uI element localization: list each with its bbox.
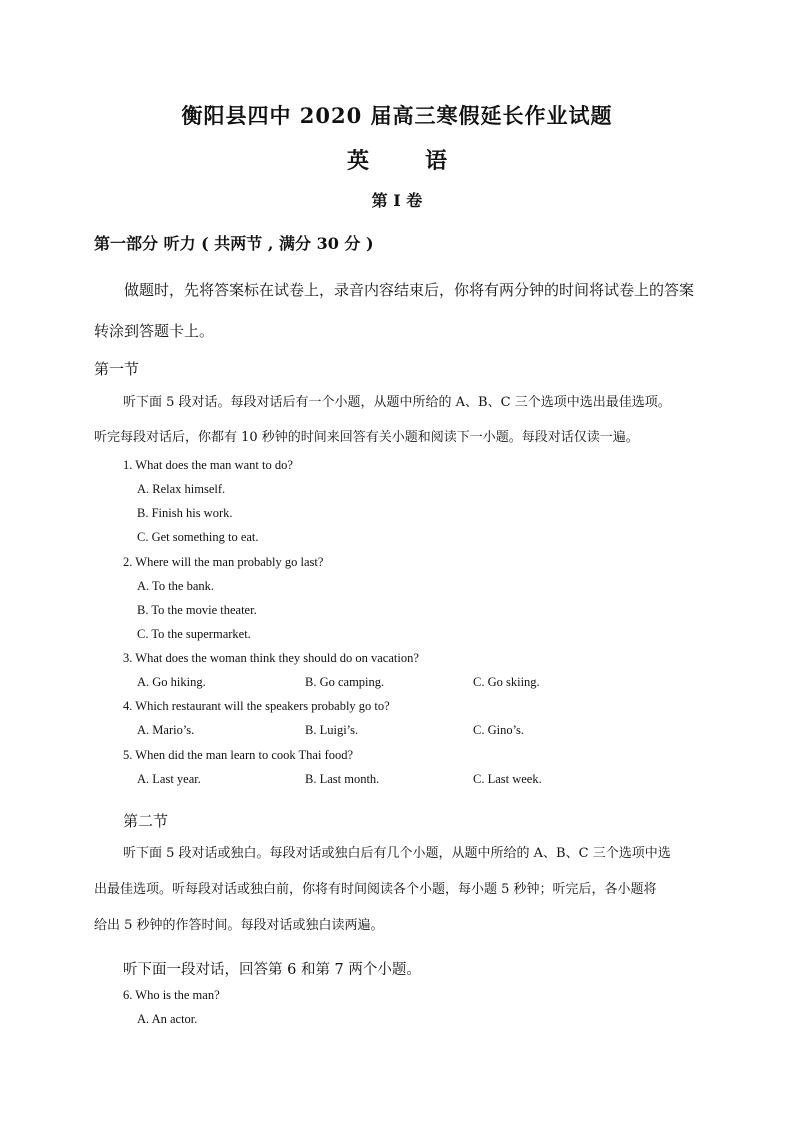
question-3-stem: 3. What does the woman think they should do on vacation? bbox=[123, 651, 419, 665]
dialogue-prompt: 听下面一段对话，回答第 6 和第 7 两个小题。 bbox=[123, 962, 421, 978]
section2-heading: 第二节 bbox=[123, 812, 169, 830]
subject-char-1: 英 bbox=[346, 148, 369, 174]
question-2-option-a: A. To the bank. bbox=[137, 579, 215, 593]
question-5-option-a: A. Last year. bbox=[137, 772, 201, 786]
question-4-option-b: B. Luigi’s. bbox=[305, 723, 359, 737]
question-5-option-c: C. Last week. bbox=[473, 772, 542, 786]
question-5-option-b: B. Last month. bbox=[305, 772, 380, 786]
question-3-option-c: C. Go skiing. bbox=[473, 675, 540, 689]
section2-instructions-line1: 听下面 5 段对话或独白。每段对话或独白后有几个小题，从题中所给的 A、B、C 三个选项中选 bbox=[123, 846, 671, 861]
section1-instructions-line2: 听完每段对话后，你都有 10 秒钟的时间来回答有关小题和阅读下一小题。每段对话仅读一遍。 bbox=[94, 430, 639, 445]
section2-instructions-line3: 给出 5 秒钟的作答时间。每段对话或独白读两遍。 bbox=[94, 918, 384, 933]
question-3-option-a: A. Go hiking. bbox=[137, 675, 206, 689]
section1-heading: 第一节 bbox=[94, 360, 140, 378]
part1-heading: 第一部分 听力 ( 共两节 , 满分 30 分 ) bbox=[94, 234, 374, 253]
volume-label: 第 I 卷 bbox=[371, 191, 423, 210]
exam-title: 衡阳县四中 2020 届高三寒假延长作业试题 bbox=[181, 103, 613, 128]
question-3-option-b: B. Go camping. bbox=[305, 675, 385, 689]
question-2-stem: 2. Where will the man probably go last? bbox=[123, 555, 324, 569]
question-1-option-c: C. Get something to eat. bbox=[137, 530, 259, 544]
question-5-stem: 5. When did the man learn to cook Thai food? bbox=[123, 748, 354, 762]
question-4-stem: 4. Which restaurant will the speakers probably go to? bbox=[123, 699, 390, 713]
section1-instructions-line1: 听下面 5 段对话。每段对话后有一个小题，从题中所给的 A、B、C 三个选项中选出最佳选项。 bbox=[123, 395, 671, 410]
question-1-option-a: A. Relax himself. bbox=[137, 482, 226, 496]
question-4-option-a: A. Mario’s. bbox=[137, 723, 195, 737]
question-6-option-a: A. An actor. bbox=[137, 1012, 198, 1026]
part1-instructions: 做题时，先将答案标在试卷上，录音内容结束后，你将有两分钟的时间将试卷上的答案转涂到答题卡上。 bbox=[94, 281, 695, 340]
question-1-stem: 1. What does the man want to do? bbox=[123, 458, 293, 472]
subject-heading bbox=[0, 144, 794, 175]
question-2-option-c: C. To the supermarket. bbox=[137, 627, 251, 641]
question-1-option-b: B. Finish his work. bbox=[137, 506, 233, 520]
subject-char-2: 语 bbox=[425, 148, 448, 174]
section2-instructions-line2: 出最佳选项。听每段对话或独白前，你将有时间阅读各个小题，每小题 5 秒钟；听完后，各小题将 bbox=[94, 882, 657, 897]
question-4-option-c: C. Gino’s. bbox=[473, 723, 525, 737]
question-2-option-b: B. To the movie theater. bbox=[137, 603, 257, 617]
question-6-stem: 6. Who is the man? bbox=[123, 988, 220, 1002]
